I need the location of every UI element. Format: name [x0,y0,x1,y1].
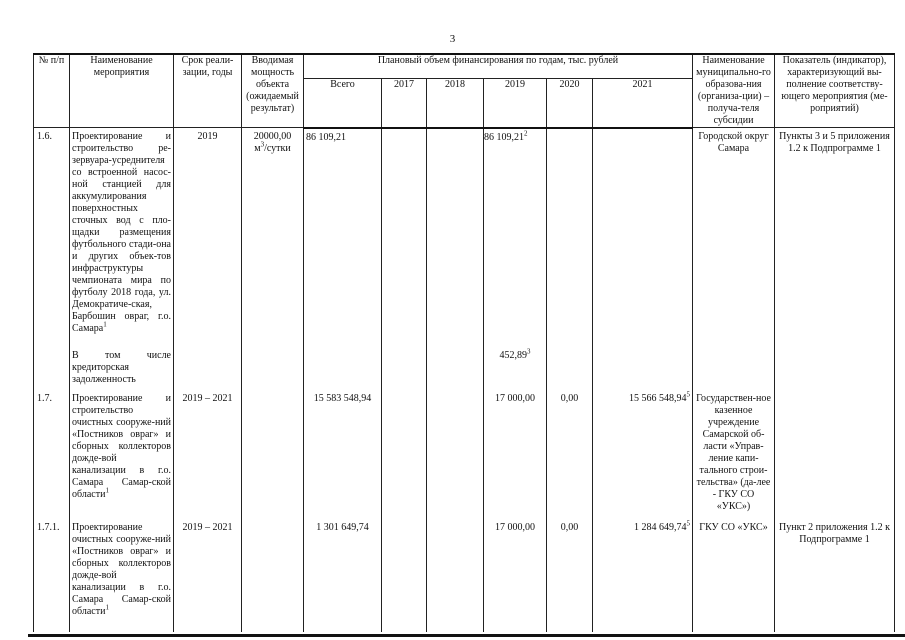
row-recipient: ГКУ СО «УКС» [693,519,775,632]
row-2018 [427,128,484,348]
row-number: 1.7.1. [34,519,70,632]
row-2017 [382,390,427,519]
row-period: 2019 [174,128,242,348]
header-capacity: Вводимая мощность объекта (ожидаемый результат) [242,54,304,128]
row-2018 [427,519,484,632]
row-number: 1.6. [34,128,70,348]
header-recipient: Наименование муниципально-го образова-ния (организа-ции) – получа-теля субсидии [693,54,775,128]
header-year-2020: 2020 [547,78,593,128]
row-name: Проектирование и строительство очистных сооруже-ний «Постников овраг» и сборных коллекторов дожде-вой канализации в г.о. Самара Самар-ской области$^1$ [70,390,174,519]
row-total: 1 301 649,74 [304,519,382,632]
table-row [34,519,895,632]
row-name: Проектирование и строительство ре-зервуара-усреднителя со встроенной насос-ной станцией для аккумулирования поверхностных сточных вод с пло-щадки размещения футбольного стади-она и других объек-тов инфраструктуры чемпионата мира по футболу 2018 года, ул. Демократиче-ская, Барбошин овраг, г.о. Самара$^1$ [70,128,174,348]
row-indicator: Пункты 3 и 5 приложения 1.2 к Подпрограмме 1 [775,128,895,348]
row-2020: 0,00 [547,390,593,519]
row-2017 [382,128,427,348]
row-capacity: 20000,00 $м^3$/сутки [242,128,304,348]
header-name: Наименование мероприятия [70,54,174,128]
header-financing: Плановый объем финансирования по годам, тыс. рублей [304,54,693,78]
row-2018 [427,390,484,519]
row-2019: 452,89$^3$ [484,347,547,390]
header-indicator: Показатель (индикатор), характеризующий вы-полнение соответству-ющего мероприятия (ме-роприятий) [775,54,895,128]
header-no: № п/п [34,54,70,128]
financing-table [33,53,895,632]
page-bottom-rule [28,634,905,637]
row-2021: 1 284 649,74$^5$ [593,519,693,632]
row-2019: 17 000,00 [484,519,547,632]
row-total: 15 583 548,94 [304,390,382,519]
row-indicator: Пункт 2 приложения 1.2 к Подпрограмме 1 [775,519,895,632]
row-capacity [242,347,304,390]
header-year-2017: 2017 [382,78,427,128]
header-year-2018: 2018 [427,78,484,128]
row-period: 2019 – 2021 [174,390,242,519]
row-total [304,347,382,390]
row-capacity [242,390,304,519]
row-recipient [693,347,775,390]
row-2020 [547,128,593,348]
row-number: 1.7. [34,390,70,519]
row-2020 [547,347,593,390]
row-period: 2019 – 2021 [174,519,242,632]
table-row [34,128,895,348]
header-row-main [34,54,895,78]
row-period [174,347,242,390]
row-indicator [775,390,895,519]
row-2021 [593,128,693,348]
header-year-2019: 2019 [484,78,547,128]
row-number [34,347,70,390]
row-name: В том числе кредиторская задолженность [70,347,174,390]
row-2017 [382,347,427,390]
row-2019: 17 000,00 [484,390,547,519]
row-2021: 15 566 548,94$^5$ [593,390,693,519]
header-period: Срок реали-зации, годы [174,54,242,128]
row-2021 [593,347,693,390]
row-capacity [242,519,304,632]
row-recipient: Городской округ Самара [693,128,775,348]
table-row [34,390,895,519]
row-total: 86 109,21 [304,128,382,348]
row-name: Проектирование очистных сооруже-ний «Постников овраг» и сборных коллекторов дожде-вой канализации в г.о. Самара Самар-ской области$^1$ [70,519,174,632]
row-2019: 86 109,21$^2$ [484,128,547,348]
row-indicator [775,347,895,390]
header-total: Всего [304,78,382,128]
table-row [34,347,895,390]
financing-table-frame [33,53,895,632]
row-recipient: Государствен-ное казенное учреждение Самарской об-ласти «Управ-ление капи-тального строи-тельства» (да-лее - ГКУ СО «УКС») [693,390,775,519]
row-2017 [382,519,427,632]
row-2018 [427,347,484,390]
row-2020: 0,00 [547,519,593,632]
header-year-2021: 2021 [593,78,693,128]
page-number: 3 [449,33,456,45]
